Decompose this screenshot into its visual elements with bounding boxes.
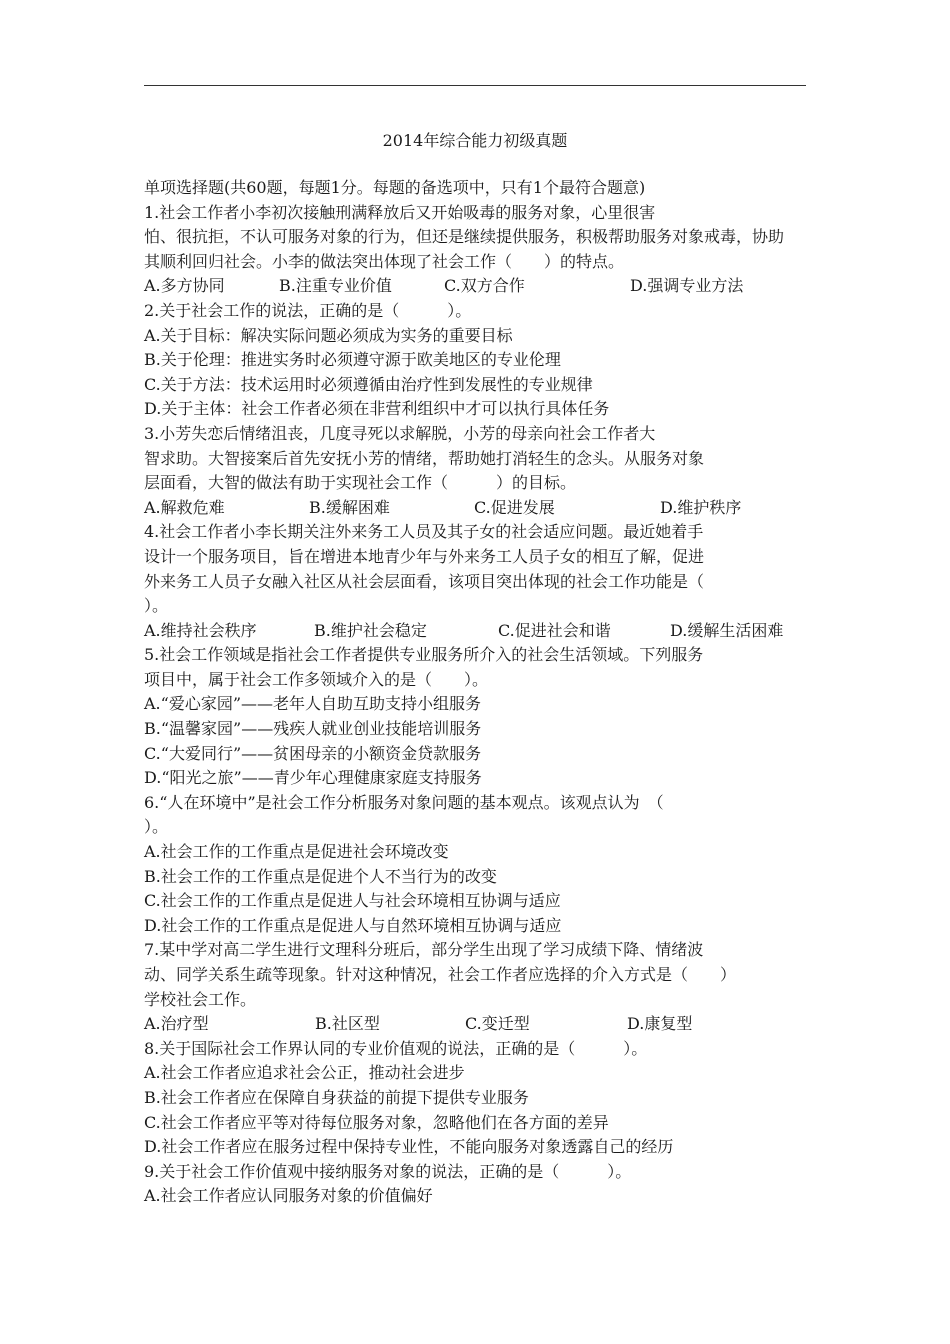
document-body bbox=[144, 176, 808, 1209]
header-rule bbox=[144, 85, 806, 86]
option-a: A.治疗型 bbox=[144, 1014, 209, 1034]
options-row bbox=[144, 274, 808, 299]
options-row bbox=[144, 496, 808, 521]
option-a: A.社会工作的工作重点是促进社会环境改变 bbox=[144, 842, 449, 862]
option-d: D.维护秩序 bbox=[660, 497, 742, 517]
option-b: B.注重专业价值 bbox=[279, 276, 392, 296]
option-b: B.社会工作者应在保障自身获益的前提下提供专业服务 bbox=[144, 1087, 529, 1107]
question-text: 项目中，属于社会工作多领域介入的是（ ）。 bbox=[144, 669, 489, 689]
option-a: A.关于目标：解决实际问题必须成为实务的重要目标 bbox=[144, 325, 513, 345]
option-a: A.多方协同 bbox=[144, 276, 225, 296]
question-text: 怕、很抗拒，不认可服务对象的行为，但还是继续提供服务，积极帮助服务对象戒毒，协助 bbox=[144, 227, 785, 247]
question-6 bbox=[144, 791, 808, 939]
option-d: D.缓解生活困难 bbox=[670, 620, 784, 640]
question-text: 3.小芳失恋后情绪沮丧，几度寻死以求解脱，小芳的母亲向社会工作者大 bbox=[144, 423, 656, 443]
option-c: C.促进发展 bbox=[474, 497, 555, 517]
question-text: ）。 bbox=[144, 817, 169, 837]
option-b: B.社区型 bbox=[315, 1014, 380, 1034]
question-9 bbox=[144, 1160, 808, 1209]
question-3 bbox=[144, 422, 808, 520]
option-d: D.“阳光之旅”——青少年心理健康家庭支持服务 bbox=[144, 768, 482, 788]
option-a: A.“爱心家园”——老年人自助互助支持小组服务 bbox=[144, 694, 482, 714]
option-d: D.社会工作者应在服务过程中保持专业性，不能向服务对象透露自己的经历 bbox=[144, 1137, 674, 1157]
option-c: C.社会工作的工作重点是促进人与社会环境相互协调与适应 bbox=[144, 891, 561, 911]
option-d: D.康复型 bbox=[627, 1014, 693, 1034]
question-text: 动、同学关系生疏等现象。针对这种情况，社会工作者应选择的介入方式是（ ） bbox=[144, 965, 737, 984]
option-a: A.社会工作者应认同服务对象的价值偏好 bbox=[144, 1186, 433, 1206]
question-text: 其顺利回归社会。小李的做法突出体现了社会工作（ ）的特点。 bbox=[144, 251, 625, 271]
question-text: 外来务工人员子女融入社区从社会层面看，该项目突出体现的社会工作功能是（ bbox=[144, 571, 705, 591]
options-row bbox=[144, 619, 808, 644]
question-text: 学校社会工作。 bbox=[144, 989, 257, 1009]
option-c: C.促进社会和谐 bbox=[498, 620, 611, 640]
question-text: 设计一个服务项目，旨在增进本地青少年与外来务工人员子女的相互了解，促进 bbox=[144, 546, 705, 566]
option-a: A.解救危难 bbox=[144, 497, 225, 517]
question-8 bbox=[144, 1037, 808, 1160]
question-text: 6.“人在环境中”是社会工作分析服务对象问题的基本观点。该观点认为 （ bbox=[144, 792, 664, 812]
question-text: ）。 bbox=[144, 596, 169, 616]
option-c: C.社会工作者应平等对待每位服务对象，忽略他们在各方面的差异 bbox=[144, 1112, 609, 1132]
option-c: C.“大爱同行”——贫困母亲的小额资金贷款服务 bbox=[144, 743, 482, 763]
document-title: 2014年综合能力初级真题 bbox=[382, 131, 568, 150]
section-header: 单项选择题(共60题，每题1分。每题的备选项中，只有1个最符合题意) bbox=[144, 178, 646, 197]
question-4 bbox=[144, 520, 808, 643]
question-text: 8.关于国际社会工作界认同的专业价值观的说法，正确的是（ ）。 bbox=[144, 1038, 648, 1058]
option-d: D.社会工作的工作重点是促进人与自然环境相互协调与适应 bbox=[144, 915, 562, 935]
option-b: B.缓解困难 bbox=[309, 497, 390, 517]
option-b: B.“温馨家园”——残疾人就业创业技能培训服务 bbox=[144, 719, 482, 739]
option-c: C.关于方法：技术运用时必须遵循由治疗性到发展性的专业规律 bbox=[144, 374, 593, 394]
option-c: C.变迁型 bbox=[465, 1014, 530, 1034]
question-2 bbox=[144, 299, 808, 422]
options-row bbox=[144, 1012, 808, 1037]
option-a: A.社会工作者应追求社会公正，推动社会进步 bbox=[144, 1063, 465, 1083]
option-d: D.强调专业方法 bbox=[630, 276, 744, 296]
question-text: 4.社会工作者小李长期关注外来务工人员及其子女的社会适应问题。最近她着手 bbox=[144, 522, 704, 542]
question-text: 9.关于社会工作价值观中接纳服务对象的说法，正确的是（ ）。 bbox=[144, 1161, 632, 1181]
option-a: A.维持社会秩序 bbox=[144, 620, 257, 640]
option-b: B.维护社会稳定 bbox=[314, 620, 427, 640]
option-b: B.社会工作的工作重点是促进个人不当行为的改变 bbox=[144, 866, 497, 886]
question-text: 层面看，大智的做法有助于实现社会工作（ ）的目标。 bbox=[144, 473, 577, 493]
question-text: 智求助。大智接案后首先安抚小芳的情绪，帮助她打消轻生的念头。从服务对象 bbox=[144, 448, 705, 468]
option-d: D.关于主体：社会工作者必须在非营利组织中才可以执行具体任务 bbox=[144, 399, 610, 419]
question-text: 5.社会工作领域是指社会工作者提供专业服务所介入的社会生活领域。下列服务 bbox=[144, 645, 704, 665]
question-text: 7.某中学对高二学生进行文理科分班后，部分学生出现了学习成绩下降、情绪波 bbox=[144, 940, 704, 960]
question-1 bbox=[144, 201, 808, 299]
option-c: C.双方合作 bbox=[444, 276, 525, 296]
question-5 bbox=[144, 643, 808, 791]
option-b: B.关于伦理：推进实务时必须遵守源于欧美地区的专业伦理 bbox=[144, 350, 561, 370]
question-text: 2.关于社会工作的说法，正确的是（ ）。 bbox=[144, 300, 472, 320]
question-7 bbox=[144, 938, 808, 1036]
question-text: 1.社会工作者小李初次接触刑满释放后又开始吸毒的服务对象，心里很害 bbox=[144, 202, 656, 222]
